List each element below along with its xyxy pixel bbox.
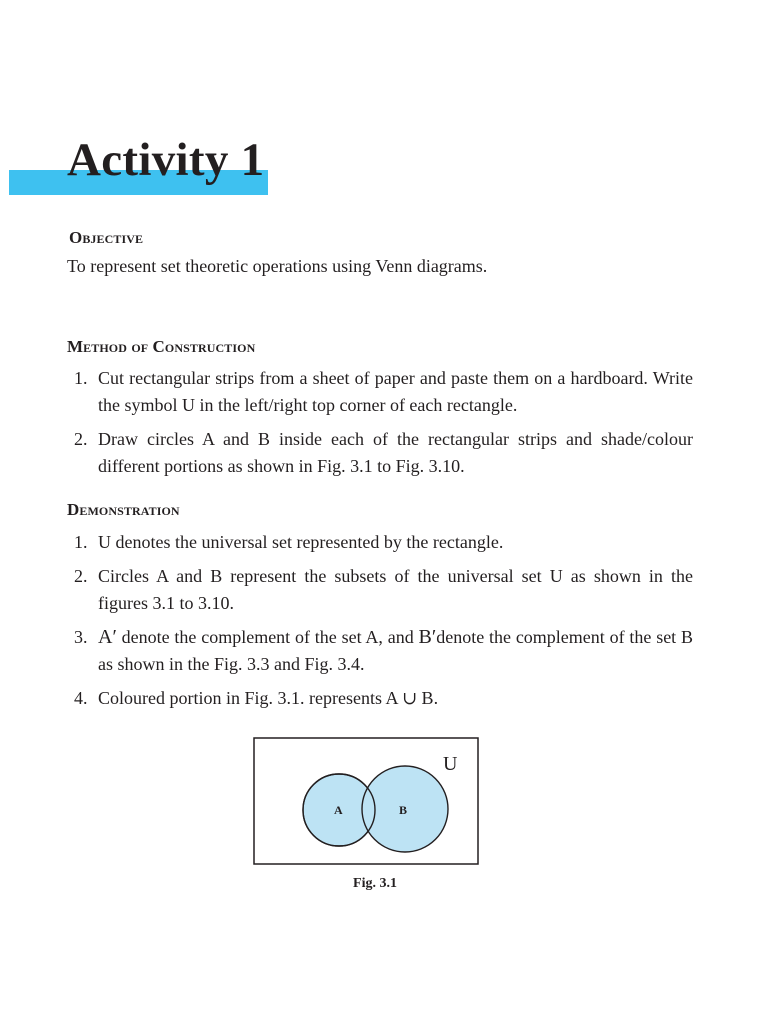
list-item: 1. Cut rectangular strips from a sheet of paper and paste them on a hardboard. Write the symbol U in the left/right top corner of each rectangle. [74,368,693,415]
venn-diagram [253,737,479,866]
universal-label: U [443,753,458,775]
list-item: 2. Draw circles A and B inside each of the rectangular strips and shade/colour different portions as shown in Fig. 3.1 to Fig. 3.10. [74,429,693,476]
method-list [67,365,693,487]
demonstration-heading: Demonstration [67,500,180,519]
list-item: 2. Circles A and B represent the subsets of the universal set U as shown in the figures 3.1 to 3.10. [74,566,693,613]
demonstration-list [67,529,693,719]
list-item: 1. U denotes the universal set represented by the rectangle. [74,532,504,552]
list-item: 3. A′ denote the complement of the set A, and B′denote the complement of the set B as shown in the Fig. 3.3 and Fig. 3.4. [74,626,693,674]
list-item: 4. Coloured portion in Fig. 3.1. represents A ∪ B. [74,688,439,708]
activity-title: Activity 1 [67,134,265,186]
objective-heading: Objective [69,228,144,247]
objective-text: To represent set theoretic operations using Venn diagrams. [67,256,488,276]
figure-caption: Fig. 3.1 [353,876,397,891]
set-a-label: A [334,803,343,817]
method-heading: Method of Construction [67,337,256,356]
set-b-label: B [399,803,408,817]
